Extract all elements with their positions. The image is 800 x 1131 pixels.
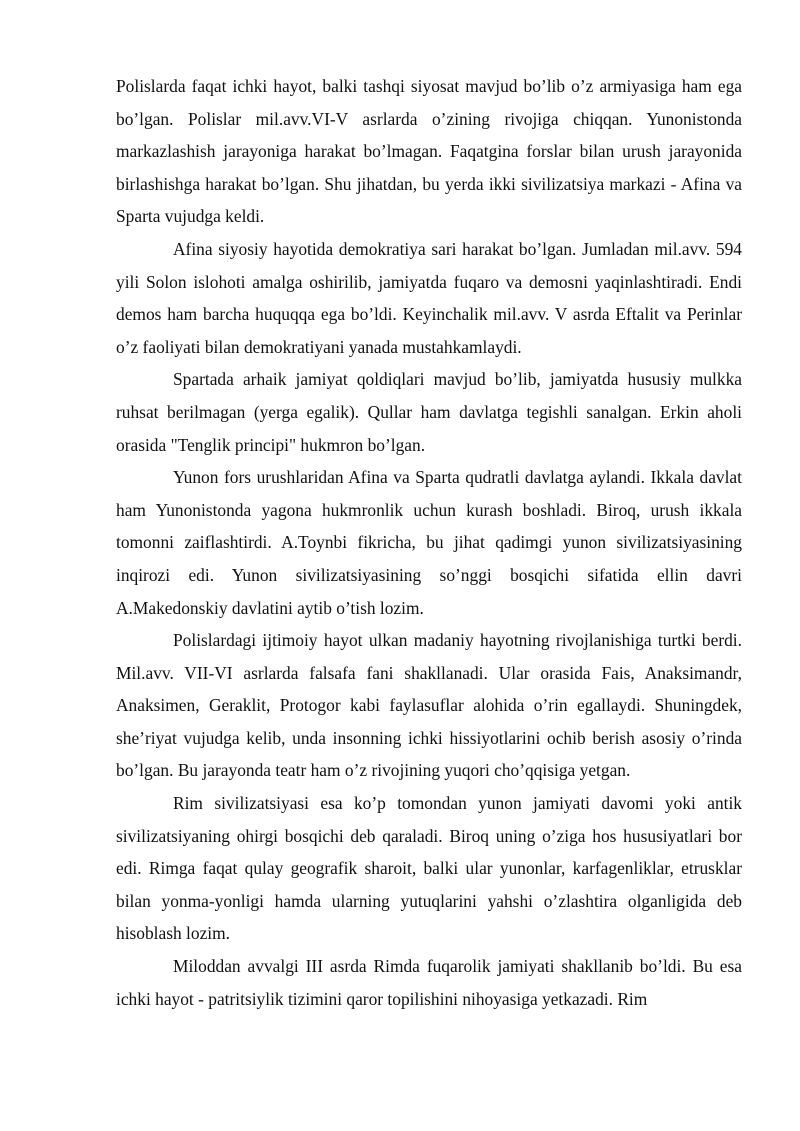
- paragraph-fuqarolik-jamiyati: Miloddan avvalgi III asrda Rimda fuqarolik jamiyati shakllanib bo’ldi. Bu esa ichki hayot - patritsiylik tizimini qaror topilishini nihoyasiga yetkazadi. Rim: [116, 956, 742, 1009]
- paragraph-yunon-fors: Yunon fors urushlaridan Afina va Sparta qudratli davlatga aylandi. Ikkala davlat ham Yunonistonda yagona hukmronlik uchun kurash boshladi. Biroq, urush ikkala tomonni zaiflashtirdi. A.Toynbi fikricha, bu jihat qadimgi yunon sivilizatsiyasining inqirozi edi. Yunon sivilizatsiyasining so’nggi bosqichi sifatida ellin davri A.Makedonskiy davlatini aytib o’tish lozim.: [116, 467, 742, 618]
- paragraph-falsafa: Polislardagi ijtimoiy hayot ulkan madaniy hayotning rivojlanishiga turtki berdi. Mil.avv. VII-VI asrlarda falsafa fani shakllanadi. Ular orasida Fais, Anaksimandr, Anaksimen, Geraklit, Protogor kabi faylasuflar alohida o’rin egallaydi. Shuningdek, she’riyat vujudga kelib, unda insonning ichki hissiyotlarini ochib berish asosiy o’rinda bo’lgan. Bu jarayonda teatr ham o’z rivojining yuqori cho’qqisiga yetgan.: [116, 630, 742, 781]
- paragraph-rim-sivilizatsiyasi: Rim sivilizatsiyasi esa ko’p tomondan yunon jamiyati davomi yoki antik sivilizatsiyaning ohirgi bosqichi deb qaraladi. Biroq uning o’ziga hos hususiyatlari bor edi. Rimga faqat qulay geografik sharoit, balki ular yunonlar, karfagenliklar, etrusklar bilan yonma-yonligi hamda ularning yutuqlarini yahshi o’zlashtira olganligida deb hisoblash lozim.: [116, 793, 742, 944]
- document-page: [116, 70, 742, 1015]
- paragraph-afina: Afina siyosiy hayotida demokratiya sari harakat bo’lgan. Jumladan mil.avv. 594 yili Solon islohoti amalga oshirilib, jamiyatda fuqaro va demosni yaqinlashtiradi. Endi demos ham barcha huquqqa ega bo’ldi. Keyinchalik mil.avv. V asrda Eftalit va Perinlar o’z faoliyati bilan demokratiyani yanada mustahkamlaydi.: [116, 238, 742, 357]
- paragraph-polislar: Polislarda faqat ichki hayot, balki tashqi siyosat mavjud bo’lib o’z armiyasiga ham ega bo’lgan. Polislar mil.avv.VI-V asrlarda o’zining rivojiga chiqqan. Yunonistonda markazlashish jarayoniga harakat bo’lmagan. Faqatgina forslar bilan urush jarayonida birlashishga harakat bo’lgan. Shu jihatdan, bu yerda ikki sivilizatsiya markazi - Afina va Sparta vujudga keldi.: [116, 76, 742, 227]
- paragraph-sparta: Spartada arhaik jamiyat qoldiqlari mavjud bo’lib, jamiyatda hususiy mulkka ruhsat berilmagan (yerga egalik). Qullar ham davlatga tegishli sanalgan. Erkin aholi orasida "Tenglik principi" hukmron bo’lgan.: [116, 369, 742, 455]
